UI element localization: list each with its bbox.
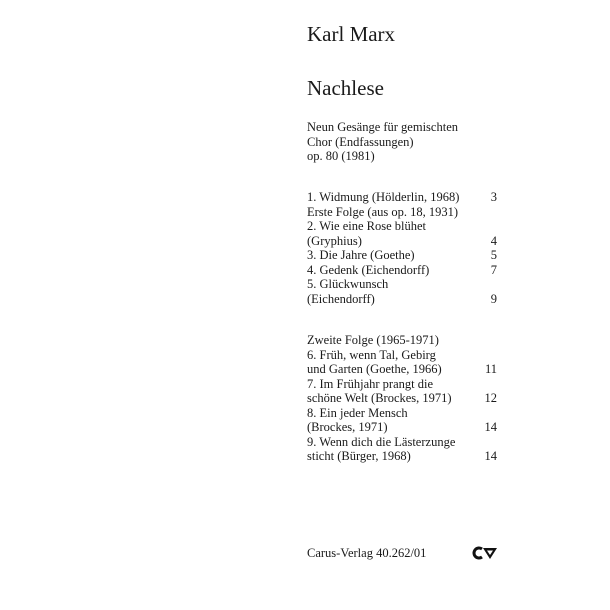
contents-entry xyxy=(307,248,497,263)
entry-title: 8. Ein jeder Mensch xyxy=(307,405,408,420)
entry-title: 7. Im Frühjahr prangt die xyxy=(307,376,434,391)
entry-title: 6. Früh, wenn Tal, Gebirg xyxy=(307,347,436,362)
contents-entry xyxy=(307,377,497,392)
entry-page-number: 11 xyxy=(484,362,497,376)
contents-entry xyxy=(307,333,497,348)
contents-entry xyxy=(307,263,497,278)
entry-title: 2. Wie eine Rose blühet xyxy=(307,219,427,233)
contents-entry xyxy=(307,292,497,307)
subtitle xyxy=(307,120,458,164)
entry-title: schöne Welt (Brockes, 1971) xyxy=(307,391,452,405)
subtitle-line: Neun Gesänge für gemischten xyxy=(307,120,458,134)
contents-entry xyxy=(307,219,497,234)
contents-entry xyxy=(307,190,497,205)
entry-page-number: 4 xyxy=(490,233,497,248)
composer-name: Karl Marx xyxy=(307,22,396,46)
contents-part-1 xyxy=(307,190,497,306)
entry-title: 9. Wenn dich die Lästerzunge xyxy=(307,434,456,449)
entry-page-number: 7 xyxy=(490,262,497,277)
entry-title: 5. Glückwunsch xyxy=(307,277,389,291)
entry-title: 4. Gedenk (Eichendorff) xyxy=(307,262,430,277)
publisher-catalog-number: Carus-Verlag 40.262/01 xyxy=(307,546,427,560)
entry-title: und Garten (Goethe, 1966) xyxy=(307,362,442,376)
entry-page-number: 12 xyxy=(484,391,497,405)
entry-page-number: 9 xyxy=(490,291,497,306)
entry-title: (Gryphius) xyxy=(307,233,362,248)
entry-title: (Brockes, 1971) xyxy=(307,420,388,434)
entry-title: 1. Widmung (Hölderlin, 1968) xyxy=(307,190,460,204)
entry-title: sticht (Bürger, 1968) xyxy=(307,449,411,463)
entry-page-number: 14 xyxy=(484,420,497,434)
entry-title: Erste Folge (aus op. 18, 1931) xyxy=(307,204,459,219)
entry-page-number: 14 xyxy=(484,449,497,463)
contents-entry xyxy=(307,234,497,249)
contents-entry xyxy=(307,406,497,421)
contents-entry xyxy=(307,435,497,450)
contents-entry xyxy=(307,205,497,220)
contents-entry xyxy=(307,391,497,406)
contents-entry xyxy=(307,277,497,292)
contents-entry xyxy=(307,362,497,377)
subtitle-line: op. 80 (1981) xyxy=(307,149,375,163)
entry-title: 3. Die Jahre (Goethe) xyxy=(307,248,415,262)
subtitle-line: Chor (Endfassungen) xyxy=(307,134,414,149)
contents-part-2 xyxy=(307,333,497,464)
entry-page-number: 5 xyxy=(490,248,497,262)
entry-page-number: 3 xyxy=(490,190,497,204)
contents-entry xyxy=(307,449,497,464)
contents-entry xyxy=(307,348,497,363)
work-title: Nachlese xyxy=(307,76,384,100)
entry-title: Zweite Folge (1965-1971) xyxy=(307,333,439,347)
carus-logo-icon xyxy=(472,546,498,565)
entry-title: (Eichendorff) xyxy=(307,291,375,306)
contents-entry xyxy=(307,420,497,435)
